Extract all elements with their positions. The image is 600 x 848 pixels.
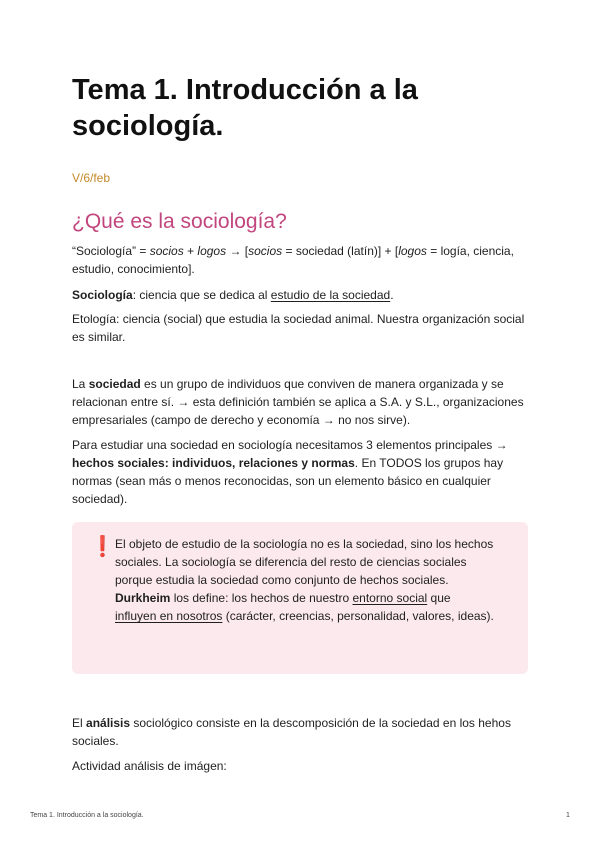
paragraph-elements: Para estudiar una sociedad en sociología necesitamos 3 elementos principales → hechos sociales: individuos, relaciones y normas. En TODOS los grupos hay normas (sean más o menos reconocidas, son un elemento básico en cualquier sociedad).: [72, 438, 508, 506]
paragraph-definition: Sociología: ciencia que se dedica al estudio de la sociedad.: [72, 288, 394, 302]
paragraph-analysis: El análisis sociológico consiste en la descomposición de la sociedad en los hehos sociales.: [72, 716, 511, 748]
paragraph-society: La sociedad es un grupo de individuos que conviven de manera organizada y se relacionan entre sí. → esta definición también se aplica a S.A. y S.L., organizaciones empresariales (campo de derecho y economía → no nos sirve).: [72, 377, 524, 427]
paragraph-etymology: “Sociología” = socios + logos → [socios = sociedad (latín)] + [logos = logía, ciencia, estudio, conocimiento].: [72, 244, 514, 276]
callout-text: El objeto de estudio de la sociología no es la sociedad, sino los hechos sociales. La sociología se diferencia del resto de ciencias sociales porque estudia la sociedad como conjunto de hechos sociales. Durkheim los define: los hechos de nuestro entorno social que influyen en nosotros (carácter, creencias, personalidad, valores, ideas).: [115, 537, 494, 623]
callout-box: [72, 522, 528, 674]
footer-title: Tema 1. Introducción a la sociología.: [30, 812, 144, 819]
section-heading: ¿Qué es la sociología?: [72, 210, 287, 233]
exclamation-icon: ❗: [90, 536, 115, 558]
date-property: V/6/feb: [72, 171, 111, 185]
paragraph-ethology: Etología: ciencia (social) que estudia la sociedad animal. Nuestra organización social es similar.: [72, 312, 525, 344]
underlined-text: estudio de la sociedad: [270, 288, 391, 302]
page-number: 1: [566, 812, 570, 819]
page-title: Tema 1. Introducción a la sociología.: [72, 74, 418, 142]
paragraph-activity: Actividad análisis de imágen:: [72, 759, 227, 773]
